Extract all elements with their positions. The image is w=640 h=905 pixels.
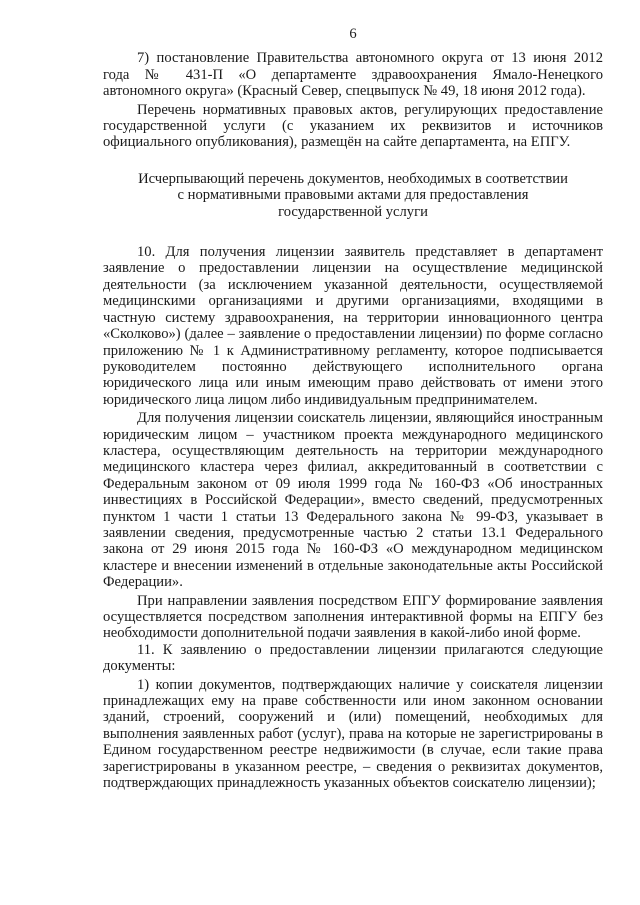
heading-line-3: государственной услуги (278, 203, 428, 220)
heading-line-2: с нормативными правовыми актами для предоставления (177, 187, 529, 204)
paragraph-foreign-entity: Для получения лицензии соискатель лицензии, являющийся иностранным юридическим лицом – участником проекта международного медицинского кластера, осуществляющим деятельность на территории международного медицинского кластера через филиал, аккредитованный в соответствии с Федеральным законом от 09 июля 1999 года № 160-ФЗ «Об иностранных инвестициях в Российской Федерации», вместо сведений, предусмотренных пунктом 1 части 1 статьи 13 Федерального закона № 99-ФЗ, указывает в заявлении сведения, предусмотренные частью 2 статьи 13.1 Федерального закона от 29 июня 2015 года № 160-ФЗ «О международном медицинском кластере и внесении изменений в отдельные законодательные акты Российской Федерации». (103, 410, 603, 591)
paragraph-item-7: 7) постановление Правительства автономного округа от 13 июня 2012 года № 431-П «О департаменте здравоохранения Ямало-Ненецкого автономного округа» (Красный Север, спецвыпуск № 49, 18 июня 2012 года). (103, 50, 603, 100)
heading-line-1: Исчерпывающий перечень документов, необходимых в соответствии (138, 170, 568, 187)
paragraph-11: 11. К заявлению о предоставлении лицензии прилагаются следующие документы: (103, 641, 603, 675)
section-heading (103, 171, 603, 220)
paragraph-normative-acts: Перечень нормативных правовых актов, регулирующих предоставление государственной услуги (с указанием их реквизитов и источников официального опубликования), размещён на сайте департамента, на ЕПГУ. (103, 101, 603, 151)
paragraph-10: 10. Для получения лицензии заявитель представляет в департамент заявление о предоставлении лицензии на осуществление медицинской деятельности (за исключением указанной деятельности, осуществляемой медицинскими организациями и другими организациями, входящими в частную систему здравоохранения, на территории инновационного центра «Сколково») (далее – заявление о предоставлении лицензии) по форме согласно приложению № 1 к Административному регламенту, которое подписывается руководителем постоянно действующего исполнительного органа юридического лица или иным имеющим право действовать от имени этого юридического лица лицом либо индивидуальным предпринимателем. (103, 244, 603, 408)
paragraph-epgu-submission: При направлении заявления посредством ЕПГУ формирование заявления осуществляется посредством заполнения интерактивной формы на ЕПГУ без необходимости дополнительной подачи заявления в какой-либо иной форме. (103, 592, 603, 642)
document-page (103, 26, 603, 791)
page-number: 6 (349, 26, 357, 42)
paragraph-11-item-1: 1) копии документов, подтверждающих наличие у соискателя лицензии принадлежащих ему на праве собственности или ином законном основании зданий, строений, сооружений и (или) помещений, необходимых для выполнения заявленных работ (услуг), права на которые не зарегистрированы в Едином государственном реестре недвижимости (в случае, если такие права зарегистрированы в указанном реестре, – сведения о реквизитах документов, подтверждающих принадлежность указанных объектов соискателю лицензии); (103, 676, 603, 792)
